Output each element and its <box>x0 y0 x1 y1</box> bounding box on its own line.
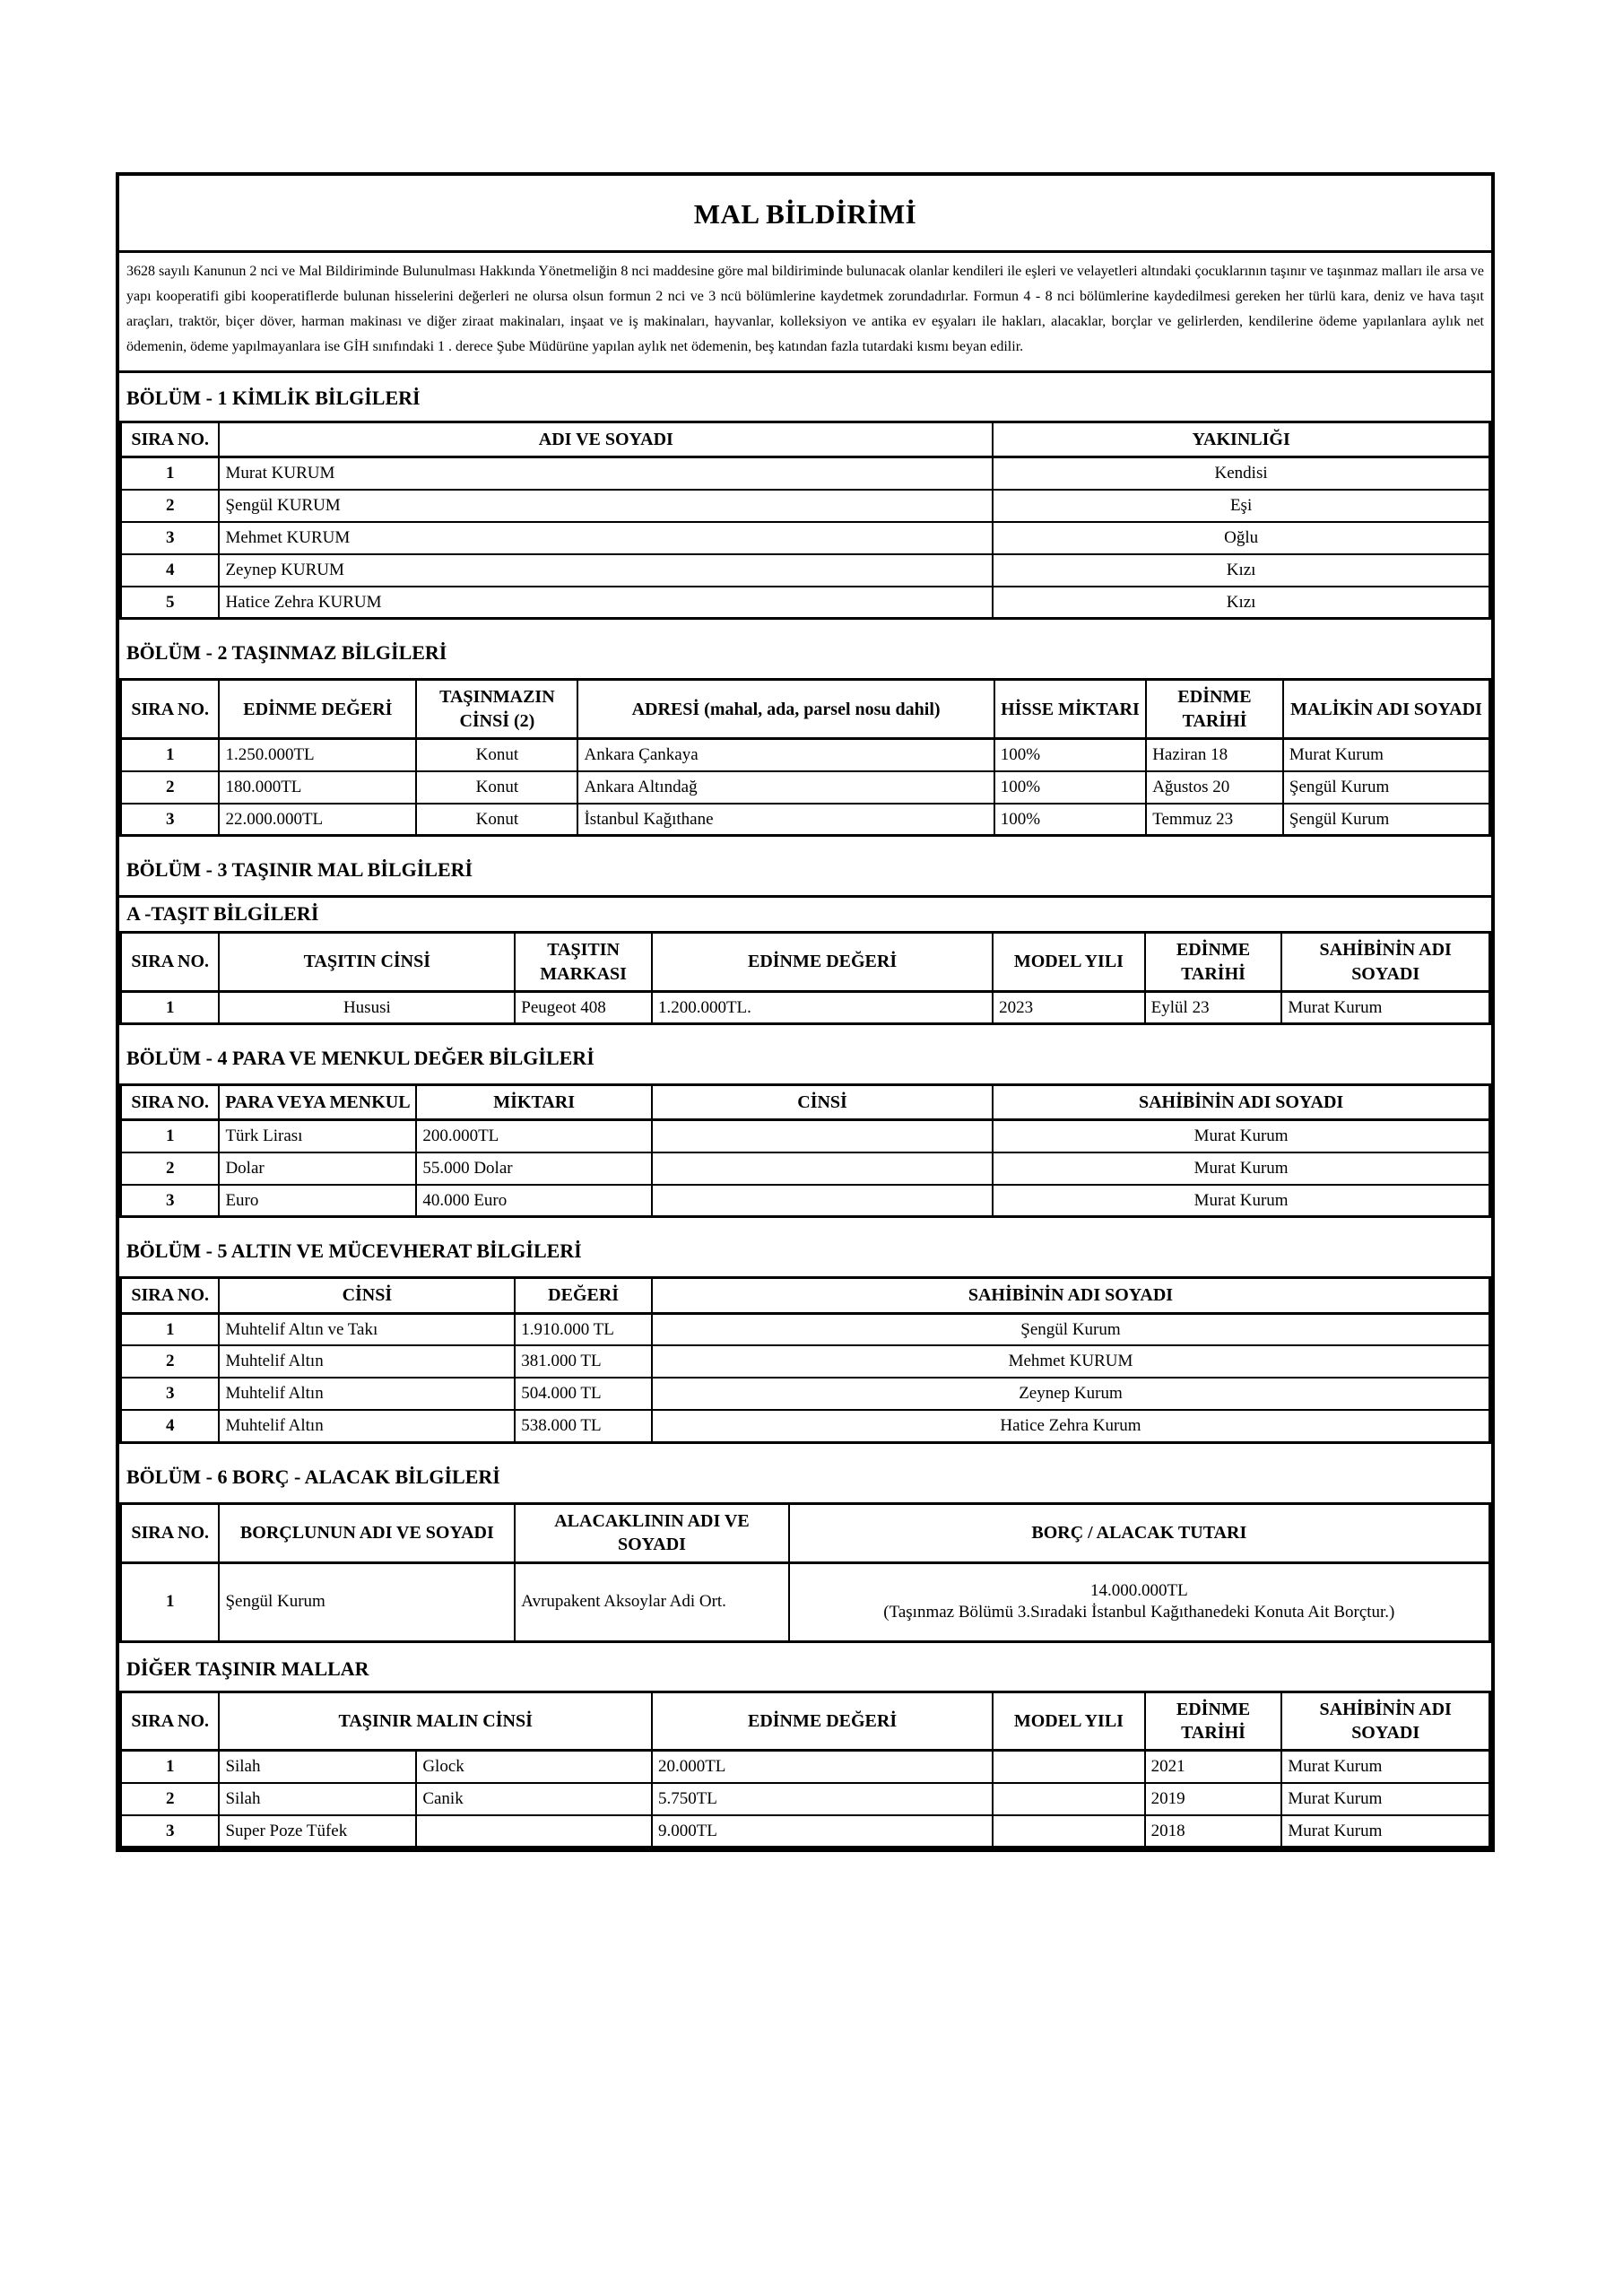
column-header: TAŞITIN CİNSİ <box>219 933 515 992</box>
table-cell: 4 <box>121 1410 220 1442</box>
table-row <box>121 739 1490 771</box>
table-header-row <box>121 1692 1490 1751</box>
table-cell: 20.000TL <box>652 1751 993 1783</box>
table-row <box>121 1120 1490 1152</box>
table-cell: Muhtelif Altın ve Takı <box>219 1313 515 1345</box>
table-cell: 100% <box>994 739 1146 771</box>
table-cell: 1 <box>121 991 220 1023</box>
borc-alacak-table <box>119 1502 1491 1643</box>
table-cell: Murat Kurum <box>1281 1815 1489 1848</box>
table-row <box>121 1410 1490 1442</box>
table-cell: 22.000.000TL <box>219 804 416 836</box>
table-cell: Silah <box>219 1783 416 1815</box>
column-header: PARA VEYA MENKUL <box>219 1084 416 1119</box>
table-cell: Murat KURUM <box>219 457 993 490</box>
table-cell: 1 <box>121 739 220 771</box>
table-cell: 40.000 Euro <box>416 1185 652 1217</box>
table-cell: Ağustos 20 <box>1146 771 1283 804</box>
table-cell: 2 <box>121 1345 220 1378</box>
column-header: MODEL YILI <box>993 1692 1144 1751</box>
table-cell: 1 <box>121 1120 220 1152</box>
table-cell: 9.000TL <box>652 1815 993 1848</box>
column-header: TAŞINIR MALIN CİNSİ <box>219 1692 652 1751</box>
table-cell <box>993 1783 1144 1815</box>
column-header: EDİNME TARİHİ <box>1145 1692 1282 1751</box>
table-cell: Mehmet KURUM <box>652 1345 1490 1378</box>
table-row <box>121 1751 1490 1783</box>
tasit-table <box>119 931 1491 1025</box>
table-row <box>121 804 1490 836</box>
table-cell: Şengül Kurum <box>219 1562 515 1641</box>
table-cell: Türk Lirası <box>219 1120 416 1152</box>
table-cell: 2 <box>121 1783 220 1815</box>
table-cell: Euro <box>219 1185 416 1217</box>
table-cell: Murat Kurum <box>993 1185 1489 1217</box>
table-cell: 2021 <box>1145 1751 1282 1783</box>
table-header-row <box>121 422 1490 457</box>
table-cell: Şengül KURUM <box>219 490 993 522</box>
column-header: CİNSİ <box>219 1278 515 1313</box>
column-header: CİNSİ <box>652 1084 993 1119</box>
column-header: EDİNME DEĞERİ <box>219 680 416 739</box>
table-cell: Ankara Çankaya <box>577 739 994 771</box>
column-header: SAHİBİNİN ADI SOYADI <box>1281 1692 1489 1751</box>
column-header: SAHİBİNİN ADI SOYADI <box>993 1084 1489 1119</box>
table-header-row <box>121 1278 1490 1313</box>
column-header: SIRA NO. <box>121 1084 220 1119</box>
table-cell: Şengül Kurum <box>1283 771 1490 804</box>
table-cell: 1.250.000TL <box>219 739 416 771</box>
table-cell: Murat Kurum <box>993 1120 1489 1152</box>
table-cell: Murat Kurum <box>1283 739 1490 771</box>
para-menkul-table <box>119 1083 1491 1218</box>
section-heading-bolum4: BÖLÜM - 4 PARA VE MENKUL DEĞER BİLGİLERİ <box>126 1046 595 1069</box>
table-cell <box>993 1815 1144 1848</box>
intro-paragraph: 3628 sayılı Kanunun 2 nci ve Mal Bildiriminde Bulunulması Hakkında Yönetmeliğin 8 nci maddesine göre mal bildiriminde bulunacak olanlar kendileri ile eşleri ve velayetleri altındaki çocuklarının taşınır ve taşınmaz malları ile arsa ve yapı kooperatifi gibi kooperatiflerde bulunan hisselerini değerleri ne olursa olsun formun 2 nci ve 3 ncü bölümlerine kaydetmek zorundadırlar. Formun 4 - 8 nci bölümlerine kaydedilmesi gereken her türlü kara, deniz ve hava taşıt araçları, traktör, biçer döver, harman makinası ve diğer ziraat makinaları, inşaat ve iş makinaları, hayvanlar, kolleksiyon ve antika ev eşyaları ile hakları, alacaklar, borçlar ve gelirlerden, kendilerine ödeme yapılanlara aylık net ödemenin, ödeme yapılmayanlara ise GİH sınıfındaki 1 . derece Şube Müdürüne yapılan aylık net ödemenin, beş katından fazla tutardaki kısmı beyan edilir. <box>119 253 1491 373</box>
section-heading-bolum1: BÖLÜM - 1 KİMLİK BİLGİLERİ <box>126 387 421 409</box>
table-cell: Konut <box>416 739 577 771</box>
subsection-heading-tasit: A -TAŞIT BİLGİLERİ <box>126 902 319 926</box>
table-cell: 2 <box>121 490 220 522</box>
table-cell: 3 <box>121 522 220 554</box>
table-cell: 2 <box>121 771 220 804</box>
table-row <box>121 1562 1490 1641</box>
title-row <box>119 176 1491 253</box>
table-row <box>121 771 1490 804</box>
table-row <box>121 1185 1490 1217</box>
table-cell: 2019 <box>1145 1783 1282 1815</box>
table-cell: Ankara Altındağ <box>577 771 994 804</box>
table-cell: 3 <box>121 1378 220 1410</box>
table-cell: 5 <box>121 587 220 619</box>
table-cell: Murat Kurum <box>993 1152 1489 1185</box>
table-cell: Hatice Zehra Kurum <box>652 1410 1490 1442</box>
section-heading-bolum3: BÖLÜM - 3 TAŞINIR MAL BİLGİLERİ <box>119 837 1491 898</box>
table-row <box>121 522 1490 554</box>
table-cell: 3 <box>121 1185 220 1217</box>
diger-tasinir-table <box>119 1691 1491 1849</box>
table-cell: Peugeot 408 <box>515 991 652 1023</box>
table-cell <box>652 1152 993 1185</box>
table-row <box>121 1378 1490 1410</box>
column-header: SAHİBİNİN ADI SOYADI <box>652 1278 1490 1313</box>
table-cell: 381.000 TL <box>515 1345 652 1378</box>
column-header: DEĞERİ <box>515 1278 652 1313</box>
column-header: SIRA NO. <box>121 933 220 992</box>
table-cell: Super Poze Tüfek <box>219 1815 416 1848</box>
table-cell: Canik <box>416 1783 652 1815</box>
table-cell: Hatice Zehra KURUM <box>219 587 993 619</box>
table-cell: Avrupakent Aksoylar Adi Ort. <box>515 1562 788 1641</box>
altin-table <box>119 1276 1491 1443</box>
borc-amount: 14.000.000TL <box>1089 1581 1188 1601</box>
table-cell: İstanbul Kağıthane <box>577 804 994 836</box>
table-cell: Konut <box>416 804 577 836</box>
table-row <box>121 490 1490 522</box>
table-cell: Kızı <box>993 554 1489 587</box>
column-header: ADRESİ (mahal, ada, parsel nosu dahil) <box>577 680 994 739</box>
column-header: TAŞITIN MARKASI <box>515 933 652 992</box>
table-cell: Zeynep KURUM <box>219 554 993 587</box>
table-cell: 5.750TL <box>652 1783 993 1815</box>
table-cell: 1 <box>121 457 220 490</box>
table-cell: Şengül Kurum <box>1283 804 1490 836</box>
table-cell: Eşi <box>993 490 1489 522</box>
table-cell: Muhtelif Altın <box>219 1410 515 1442</box>
table-cell: 1 <box>121 1562 220 1641</box>
table-cell: Haziran 18 <box>1146 739 1283 771</box>
section-heading-diger: DİĞER TAŞINIR MALLAR <box>126 1657 369 1680</box>
table-header-row <box>121 1084 1490 1119</box>
table-row <box>121 587 1490 619</box>
table-row <box>121 1783 1490 1815</box>
table-cell: 1 <box>121 1313 220 1345</box>
table-cell: Muhtelif Altın <box>219 1378 515 1410</box>
column-header: EDİNME DEĞERİ <box>652 933 993 992</box>
column-header: SIRA NO. <box>121 680 220 739</box>
column-header: HİSSE MİKTARI <box>994 680 1146 739</box>
table-cell: Zeynep Kurum <box>652 1378 1490 1410</box>
table-cell: Şengül Kurum <box>652 1313 1490 1345</box>
borc-note: (Taşınmaz Bölümü 3.Sıradaki İstanbul Kağıthanedeki Konuta Ait Borçtur.) <box>883 1603 1395 1622</box>
section-heading-bolum6: BÖLÜM - 6 BORÇ - ALACAK BİLGİLERİ <box>126 1465 500 1488</box>
table-cell <box>416 1815 652 1848</box>
table-cell: Murat Kurum <box>1281 991 1489 1023</box>
column-header: EDİNME DEĞERİ <box>652 1692 993 1751</box>
table-cell: 3 <box>121 1815 220 1848</box>
table-cell: Temmuz 23 <box>1146 804 1283 836</box>
column-header: BORÇ / ALACAK TUTARI <box>789 1503 1490 1562</box>
table-cell: Murat Kurum <box>1281 1783 1489 1815</box>
column-header: SIRA NO. <box>121 1692 220 1751</box>
table-cell <box>789 1562 1490 1641</box>
table-cell: 1 <box>121 1751 220 1783</box>
table-row <box>121 1345 1490 1378</box>
table-cell: 55.000 Dolar <box>416 1152 652 1185</box>
table-cell: Mehmet KURUM <box>219 522 993 554</box>
table-row <box>121 457 1490 490</box>
table-row <box>121 1152 1490 1185</box>
table-cell: Oğlu <box>993 522 1489 554</box>
column-header: MALİKİN ADI SOYADI <box>1283 680 1490 739</box>
table-row <box>121 1313 1490 1345</box>
table-row <box>121 991 1490 1023</box>
section-heading-bolum2: BÖLÜM - 2 TAŞINMAZ BİLGİLERİ <box>126 641 447 665</box>
table-cell: Kızı <box>993 587 1489 619</box>
column-header: YAKINLIĞI <box>993 422 1489 457</box>
page-title: MAL BİLDİRİMİ <box>693 198 917 230</box>
table-cell: 504.000 TL <box>515 1378 652 1410</box>
table-cell: Konut <box>416 771 577 804</box>
table-cell: Murat Kurum <box>1281 1751 1489 1783</box>
table-cell: Glock <box>416 1751 652 1783</box>
table-cell: 2 <box>121 1152 220 1185</box>
column-header: TAŞINMAZIN CİNSİ (2) <box>416 680 577 739</box>
table-cell: 1.200.000TL. <box>652 991 993 1023</box>
table-row <box>121 554 1490 587</box>
column-header: ALACAKLININ ADI VE SOYADI <box>515 1503 788 1562</box>
table-header-row <box>121 680 1490 739</box>
table-cell: Hususi <box>219 991 515 1023</box>
column-header: ADI VE SOYADI <box>219 422 993 457</box>
table-row <box>121 1815 1490 1848</box>
table-cell: 100% <box>994 804 1146 836</box>
table-cell: Eylül 23 <box>1145 991 1282 1023</box>
table-cell: 538.000 TL <box>515 1410 652 1442</box>
table-cell: 4 <box>121 554 220 587</box>
table-cell: 3 <box>121 804 220 836</box>
column-header: EDİNME TARİHİ <box>1145 933 1282 992</box>
tasinmaz-table <box>119 678 1491 837</box>
table-cell <box>652 1120 993 1152</box>
kimlik-table <box>119 421 1491 620</box>
declaration-document <box>116 172 1495 1852</box>
table-cell <box>993 1751 1144 1783</box>
table-header-row <box>121 1503 1490 1562</box>
column-header: SAHİBİNİN ADI SOYADI <box>1281 933 1489 992</box>
table-cell: Kendisi <box>993 457 1489 490</box>
table-cell <box>652 1185 993 1217</box>
table-cell: 180.000TL <box>219 771 416 804</box>
column-header: MODEL YILI <box>993 933 1144 992</box>
table-cell: Dolar <box>219 1152 416 1185</box>
table-cell: 1.910.000 TL <box>515 1313 652 1345</box>
table-cell: 2023 <box>993 991 1144 1023</box>
column-header: MİKTARI <box>416 1084 652 1119</box>
table-cell: 200.000TL <box>416 1120 652 1152</box>
column-header: BORÇLUNUN ADI VE SOYADI <box>219 1503 515 1562</box>
table-header-row <box>121 933 1490 992</box>
column-header: SIRA NO. <box>121 1278 220 1313</box>
table-cell: Muhtelif Altın <box>219 1345 515 1378</box>
section-heading-bolum5: BÖLÜM - 5 ALTIN VE MÜCEVHERAT BİLGİLERİ <box>126 1239 582 1263</box>
table-cell: 2018 <box>1145 1815 1282 1848</box>
column-header: SIRA NO. <box>121 422 220 457</box>
column-header: EDİNME TARİHİ <box>1146 680 1283 739</box>
table-cell: Silah <box>219 1751 416 1783</box>
table-cell: 100% <box>994 771 1146 804</box>
column-header: SIRA NO. <box>121 1503 220 1562</box>
